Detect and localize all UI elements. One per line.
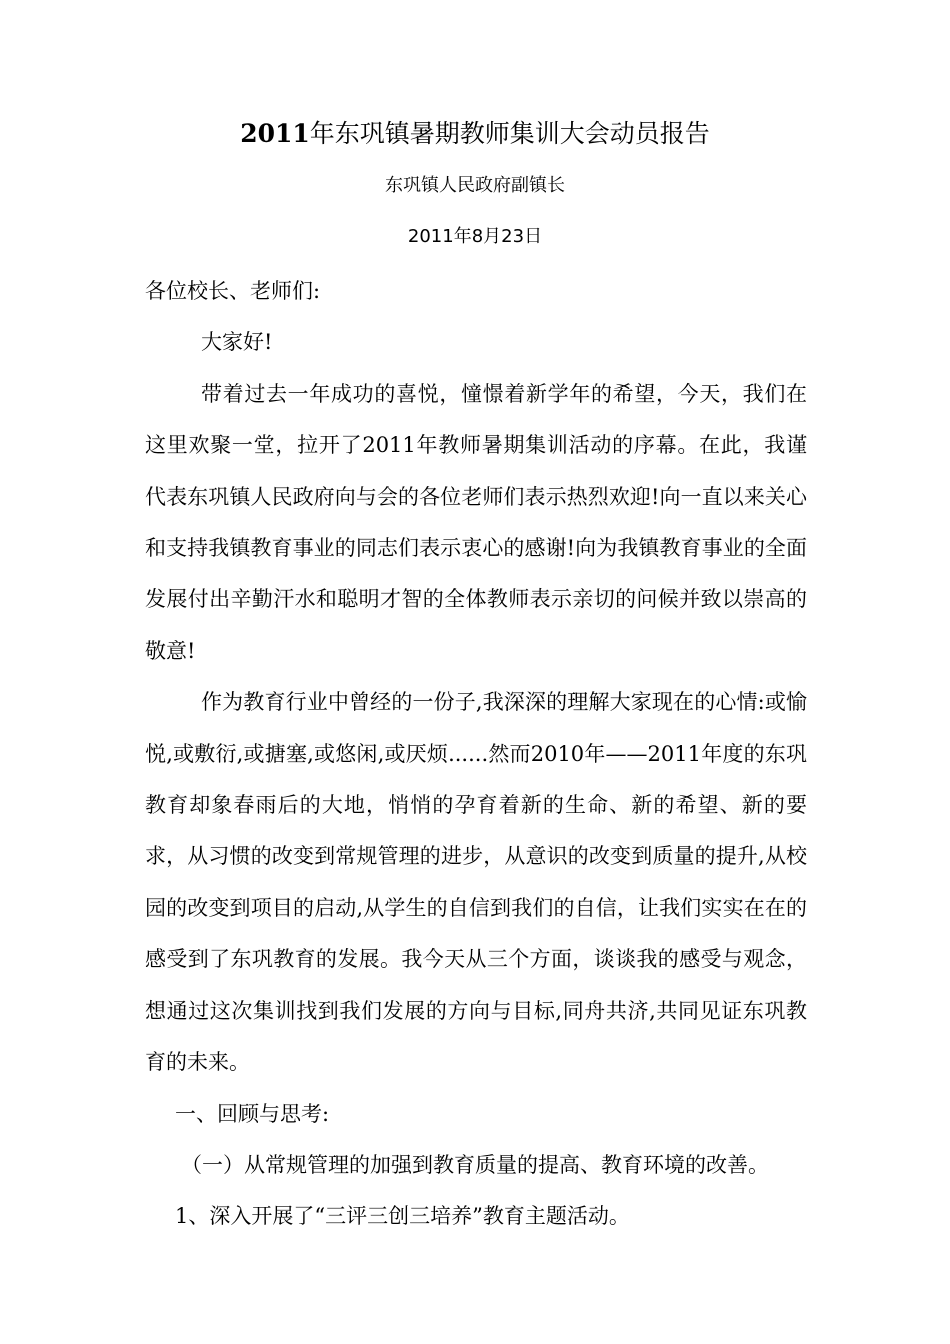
greeting: 大家好! [201, 330, 273, 355]
date-line: 2011年8月23日 [407, 226, 543, 247]
document-title [145, 116, 805, 152]
body-paragraph: 作为教育行业中曾经的一份子,我深深的理解大家现在的心情:或愉悦,或敷衍,或搪塞,或悠闲,或厌烦......然而2010年——2011年度的东巩教育却象春雨后的大地，悄悄的孕育着新的生命、新的希望、新的要求，从习惯的改变到常规管理的进步，从意识的改变到质量的提升,从校园的改变到项目的启动,从学生的自信到我们的自信，让我们实实在在的感受到了东巩教育的发展。我今天从三个方面，谈谈我的感受与观念，想通过这次集训找到我们发展的方向与目标,同舟共济,共同见证东巩教育的未来。 [145, 690, 807, 1075]
section-heading: 一、回顾与思考: [175, 1101, 330, 1126]
author-line: 东巩镇人民政府副镇长 [385, 175, 565, 196]
title-text: 年东巩镇暑期教师集训大会动员报告 [309, 119, 710, 148]
subsection-heading: （一）从常规管理的加强到教育质量的提高、教育环境的改善。 [181, 1152, 769, 1177]
document-body [145, 266, 807, 1243]
title-year: 2011 [240, 119, 310, 148]
item-heading: 1、深入开展了“三评三创三培养”教育主题活动。 [175, 1204, 630, 1229]
body-paragraph: 带着过去一年成功的喜悦，憧憬着新学年的希望，今天，我们在这里欢聚一堂，拉开了2011年教师暑期集训活动的序幕。在此，我谨代表东巩镇人民政府向与会的各位老师们表示热烈欢迎!向一直以来关心和支持我镇教育事业的同志们表示衷心的感谢!向为我镇教育事业的全面发展付出辛勤汗水和聪明才智的全体教师表示亲切的问候并致以崇高的敬意! [145, 381, 807, 663]
salutation: 各位校长、老师们: [145, 279, 321, 303]
